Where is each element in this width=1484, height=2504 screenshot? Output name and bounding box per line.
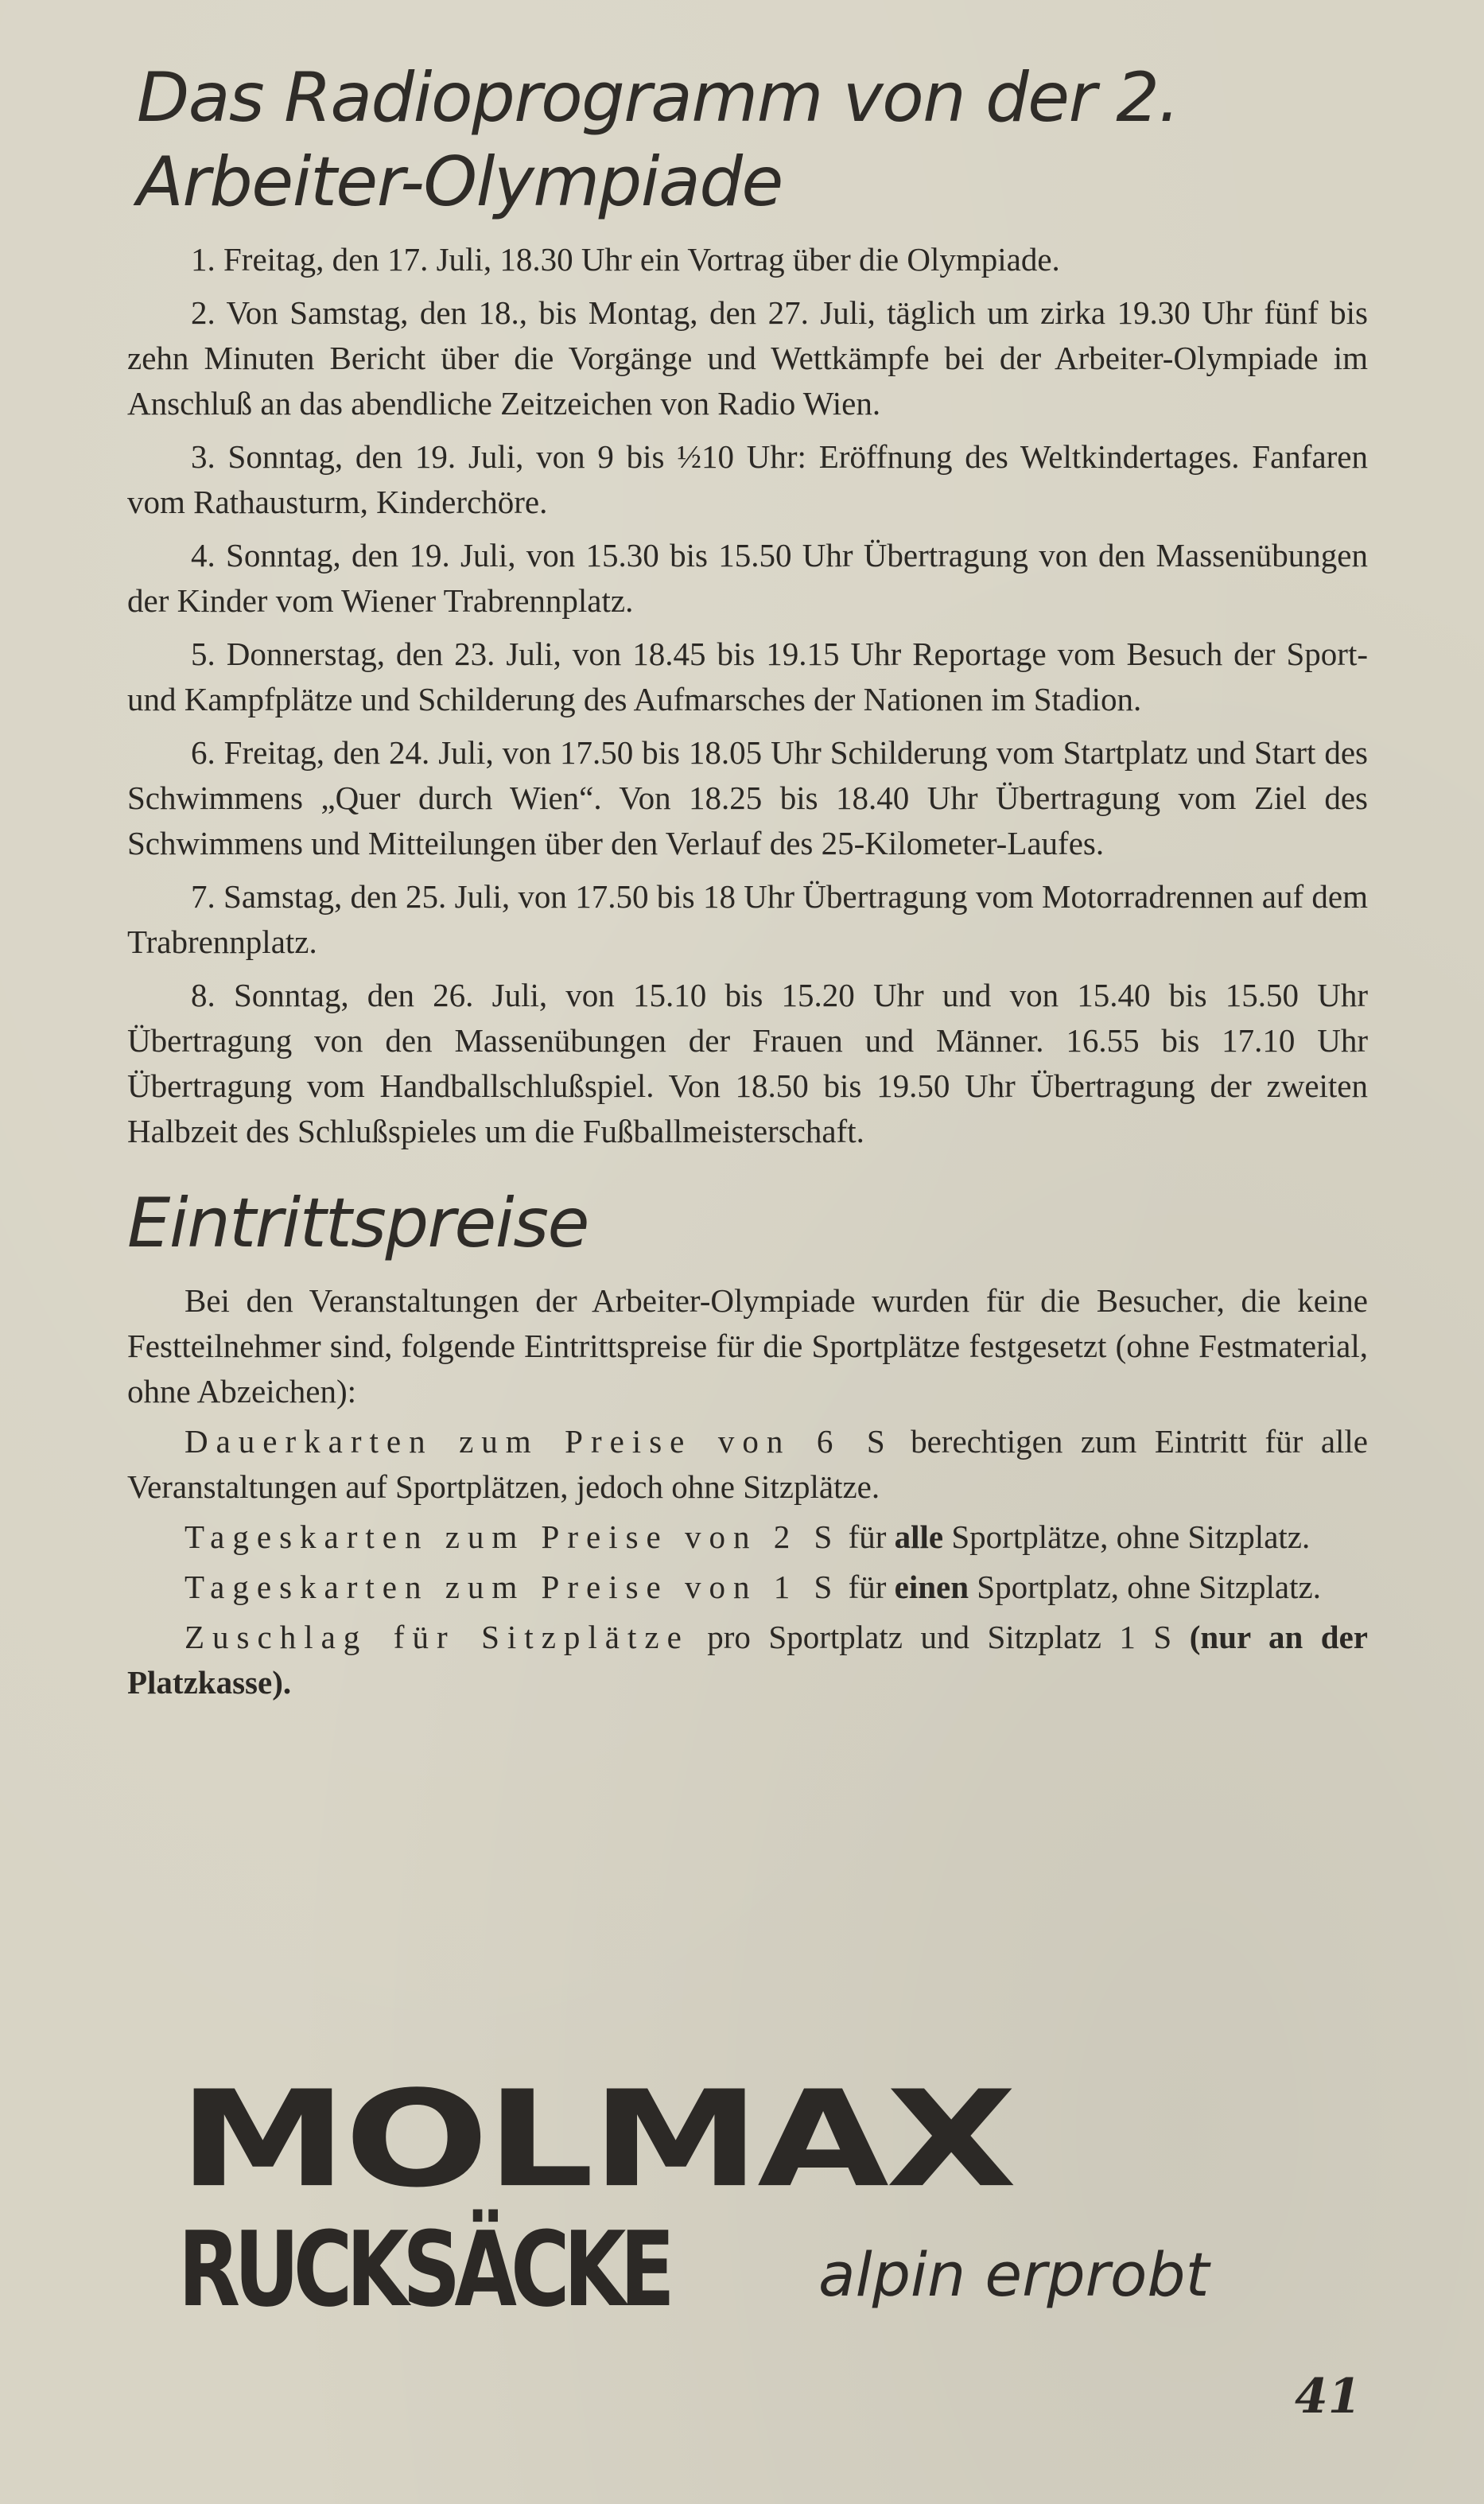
program-item-4: 4. Sonntag, den 19. Juli, von 15.30 bis 15.50 Uhr Übertragung von den Massenübungen der Kinder vom Wiener Trabrennplatz. [127,537,1368,619]
price-day-ticket-all [127,1514,1368,1560]
program-item-6: 6. Freitag, den 24. Juli, von 17.50 bis 18.05 Uhr Schilderung vom Startplatz und Start des Schwimmens „Quer durch Wien“. Von 18.25 bis 18.40 Uhr Übertragung vom Ziel des Schwimmens und Mitteilungen über den Verlauf des 25-Kilometer-Laufes. [127,734,1368,861]
radio-program-list [127,237,1368,1154]
program-item-2: 2. Von Samstag, den 18., bis Montag, den 27. Juli, täglich um zirka 19.30 Uhr fünf bis zehn Minuten Bericht über die Vorgänge und Wettkämpfe bei der Arbeiter-Olympiade im Anschluß an das abendliche Zeitzeichen von Radio Wien. [127,294,1368,422]
price-day-ticket-all-label: Tageskarten zum Preise von 2 S [185,1518,841,1555]
radio-program-heading: Das Radioprogramm von der 2. Arbeiter-Olympiade [137,58,1179,222]
price-seat-surcharge-label: Zuschlag für Sitzplätze [185,1619,690,1655]
admission-intro: Bei den Veranstaltungen der Arbeiter-Olympiade wurden für die Besucher, die keine Festteilnehmer sind, folgende Eintrittspreise für die Sportplätze festgesetzt (ohne Festmaterial, ohne Abzeichen): [127,1282,1368,1409]
price-day-ticket-all-text: Sportplätze, ohne Sitzplatz. [943,1518,1311,1555]
page-number: 41 [1295,2369,1362,2424]
molmax-advertisement [178,2062,1292,2339]
price-day-ticket-all-connector: für [840,1518,895,1555]
program-item-3: 3. Sonntag, den 19. Juli, von 9 bis ½10 Uhr: Eröffnung des Weltkindertages. Fanfaren vom Rathausturm, Kinderchöre. [127,438,1368,520]
price-season-ticket-label: Dauerkarten zum Preise von 6 S [185,1423,893,1460]
price-day-ticket-one [127,1565,1368,1610]
price-seat-surcharge [127,1615,1368,1705]
price-day-ticket-one-connector: für [840,1569,895,1605]
price-season-ticket [127,1419,1368,1510]
price-day-ticket-all-emphasis: alle [894,1518,944,1555]
admission-prices-section [127,1181,1368,1705]
ad-product-name: RUCKSÄCKE [178,2209,669,2330]
program-item-5: 5. Donnerstag, den 23. Juli, von 18.45 bis 19.15 Uhr Reportage vom Besuch der Sport- und Kampfplätze und Schilderung des Aufmarsches der Nationen im Stadion. [127,636,1368,717]
price-day-ticket-one-text: Sportplatz, ohne Sitzplatz. [969,1569,1321,1605]
price-seat-surcharge-text: pro Sportplatz und Sitzplatz 1 S [689,1619,1190,1655]
admission-prices-heading: Eintrittspreise [127,1184,589,1263]
program-item-7: 7. Samstag, den 25. Juli, von 17.50 bis 18 Uhr Übertragung vom Motorradrennen auf dem Trabrennplatz. [127,878,1368,960]
price-seat-surcharge-note: (nur an der Platzkasse). [127,1619,1368,1701]
ad-tagline: alpin erprobt [818,2239,1210,2310]
price-day-ticket-one-emphasis: einen [894,1569,969,1605]
program-item-8: 8. Sonntag, den 26. Juli, von 15.10 bis 15.20 Uhr und von 15.40 bis 15.50 Uhr Übertragung von den Massenübungen der Frauen und Männer. 16.55 bis 17.10 Uhr Übertragung vom Handballschlußspiel. Von 18.50 bis 19.50 Uhr Übertragung der zweiten Halbzeit des Schlußspieles um die Fußballmeisterschaft. [127,977,1368,1149]
ad-brand-name: MOLMAX [178,2062,1014,2217]
price-day-ticket-one-label: Tageskarten zum Preise von 1 S [185,1569,841,1605]
program-item-1: 1. Freitag, den 17. Juli, 18.30 Uhr ein Vortrag über die Olympiade. [191,241,1060,278]
price-season-ticket-text: berechtigen zum Eintritt für alle Veranstaltungen auf Sportplätzen, jedoch ohne Sitzplätze. [127,1423,1369,1505]
page-content [127,56,1368,1710]
